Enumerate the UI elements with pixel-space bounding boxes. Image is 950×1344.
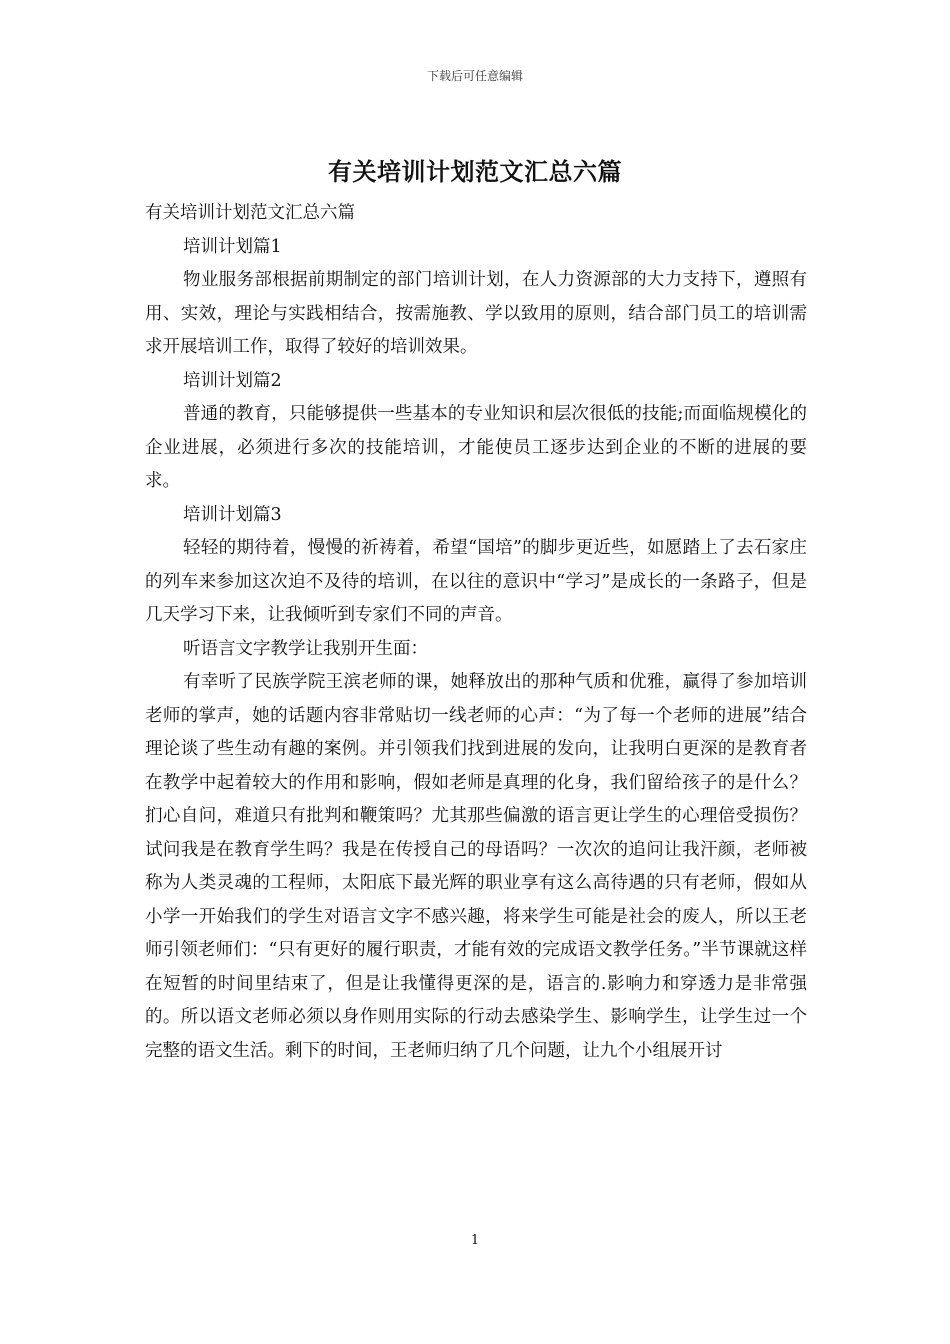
paragraph: 有幸听了民族学院王滨老师的课，她释放出的那种气质和优雅，赢得了参加培训老师的掌声，她的话题内容非常贴切一线老师的心声：“为了每一个老师的进展”结合理论谈了些生动有趣的案例。并引领我们找到进展的发向，让我明白更深的是教育者在教学中起着较大的作用和影响，假如老师是真理的化身，我们留给孩子的是什么？扪心自问，难道只有批判和鞭策吗？尤其那些偏激的语言更让学生的心理倍受损伤？试问我是在教育学生吗？我是在传授自己的母语吗？一次次的追问让我汗颜，老师被称为人类灵魂的工程师，太阳底下最光辉的职业享有这么高待遇的只有老师，假如从小学一开始我们的学生对语言文字不感兴趣，将来学生可能是社会的废人，所以王老师引领老师们：“只有更好的履行职责，才能有效的完成语文教学任务。”半节课就这样在短暂的时间里结束了，但是让我懂得更深的是，语言的.影响力和穿透力是非常强的。所以语文老师必须以身作则用实际的行动去感染学生、影响学生，让学生过一个完整的语文生活。剩下的时间，王老师归纳了几个问题，让九个小组展开讨 (145, 672, 807, 1061)
section-heading-1: 培训计划篇1 (183, 236, 282, 257)
page-number: 1 (470, 1233, 480, 1248)
paragraph: 物业服务部根据前期制定的部门培训计划，在人力资源部的大力支持下，遵照有用、实效，理论与实践相结合，按需施教、学以致用的原则，结合部门员工的培训需求开展培训工作，取得了较好的培训效果。 (145, 270, 807, 357)
document-title: 有关培训计划范文汇总六篇 (328, 157, 622, 186)
paragraph: 轻轻的期待着，慢慢的祈祷着，希望“国培”的脚步更近些，如愿踏上了去石家庄的列车来参加这次迫不及待的培训，在以往的意识中“学习”是成长的一条路子，但是几天学习下来，让我倾听到专家们不同的声音。 (145, 538, 807, 625)
paragraph: 普通的教育，只能够提供一些基本的专业知识和层次很低的技能;而面临规模化的企业进展，必须进行多次的技能培训，才能使员工逐步达到企业的不断的进展的要求。 (145, 404, 807, 491)
header-note: 下载后可任意编辑 (426, 69, 523, 83)
document-body (145, 197, 807, 1068)
paragraph: 听语言文字教学让我别开生面： (183, 638, 428, 659)
paragraph-subtitle: 有关培训计划范文汇总六篇 (145, 203, 355, 223)
section-heading-2: 培训计划篇2 (183, 370, 282, 391)
section-heading-3: 培训计划篇3 (183, 504, 282, 525)
